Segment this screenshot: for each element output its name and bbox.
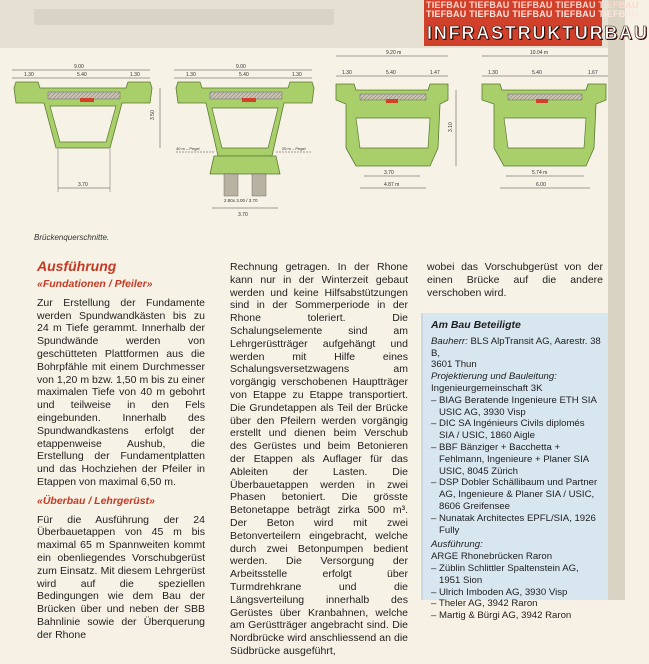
ausfuehrung-line: – Martig & Bürgi AG, 3942 Raron [431,610,572,622]
s2-void [212,108,278,148]
article-heading: Ausführung [37,258,117,274]
bridge-cross-sections [0,48,608,226]
s4-marker [536,99,548,103]
paragraph-ueberbau: Für die Ausführung der 24 Überbauetappen von 45 m bis maximal 65 m Spannweiten kommt ein obenliegendes Vorschubgerüst zum Einsatz. Mit diesem Lehrgerüst wird auf die speziellen Bedingungen wie dem Bau der Brücken über und neben der SBB Bahnlinie sowie der Überquerung der Rhone [37,513,205,641]
s3-height: 3.10 [448,122,454,132]
s1-marker [80,98,94,102]
bauherr-line-2: 3601 Thun [431,359,477,371]
s3-top-width: 9.20 m [386,50,402,56]
projekt-line: – BIAG Beratende Ingenieure ETH SIA USIC AG, 3930 Visp [431,394,597,418]
paragraph-fundationen: Zur Erstellung der Fundamente werden Spundwandkästen bis zu 24 m Tiefe gerammt. Innerhalb der Spundwände werden von geschütteten Plattformen aus die Bohrpfähle mit einem Durchmesser von 1,20 m bzw. 1,50 m bis zu einer maximalen Tiefe von 40 m gebohrt und teilweise in den Fels eingebunden. Innerhalb des Spundwandkastens erfolgt der etappenweise Aushub, die Erstellung der Fundamentplatten und das Hochziehen der Pfeiler in Etappen von maximal 6,50 m. [37,296,205,488]
s1-top-width: 9.00 [74,64,84,70]
s1-road [48,92,120,99]
projekt-line: – DSP Dobler Schällibaum und Partner AG, Ingenieure & Planer SIA / USIC, 8606 Greifensee [431,477,598,512]
s4-top-width: 10.04 m [530,50,549,56]
ausfuehrung-line: – Züblin Schlittler Spaltenstein AG, 1951 Sion [431,562,579,586]
s2-marker [242,98,256,102]
s1-void [50,106,116,142]
s1-part-3: 1.30 [130,72,140,78]
ausfuehrung-label: Ausführung: [431,539,483,551]
s2-road [210,92,282,99]
s3-void [356,118,430,148]
ausfuehrung-line: ARGE Rhonebrücken Raron [431,551,553,563]
s2-foundation [210,156,280,174]
s4-base-width: 6.00 [536,182,546,188]
s1-part-2: 5.40 [77,72,87,78]
figure-caption: Brückenquerschnitte. [34,233,110,242]
s2-pile-right [252,174,266,196]
page-edge [608,0,625,600]
s2-part-1: 1.30 [186,72,196,78]
s2-top-width: 9.00 [236,64,246,70]
s1-height: 3.50 [150,110,156,120]
bauherr-line-1: BLS AlpTransit AG, Aarestr. 38 B, [431,335,601,359]
bauherr-block [431,336,602,371]
s4-part-1: 1.30 [488,70,498,76]
s4-part-3: 1.67 [588,70,598,76]
subheading-fundationen: «Fundationen / Pfeiler» [37,278,153,290]
paragraph-continuation: Rechnung getragen. In der Rhone kann nur in der Winterzeit gebaut werden und keine Hilfsabstützungen sind in der Sommerperiode in der Rhone toleriert. Die Schalungselemente sind am Lehrgerüstträger aufgehängt und werden mit Hilfe eines Schalungsversetzwagens am vorgängig verschobenen Hauptträger von Etappe zu Etappe transportiert. Die Grundetappen als Teil der Brücke über den Pfeilern werden vorgängig erstellt und dienen beim Verschub des Gerüstes und beim Betonieren der Etappen als Auflager für das Ableiten der Lasten. Die Überbauetappen werden in zwei Phasen betoniert. Die grösste Betonetappe beträgt zirka 500 m³. Der Beton wird mit zwei Betonverteilern eingebracht, welche durch zwei Betonpumpen bedient werden. Die Versorgung der Arbeitsstelle erfolgt über Turmdrehkrane und die Längsverteilung innerhalb des Gerüstes über Kranbahnen, welche am Gerüstträger angebracht sind. Die Nordbrücke wird anschliessend an die Südbrücke ausgeführt, [230,261,408,657]
cross-section-4 [482,50,608,188]
s3-part-3: 1.47 [430,70,440,76]
projekt-label: Projektierung und Bauleitung: [431,371,557,383]
article-column-3 [427,261,603,305]
s1-bottom-width: 3.70 [78,182,88,188]
s4-void [504,118,586,148]
s2-part-3: 1.30 [292,72,302,78]
s3-bottom-width: 3.70 [384,170,394,176]
cross-section-2 [174,64,314,218]
logo-title: INFRASTRUKTURBAU [427,23,649,43]
projekt-line: Ingenieurgemeinschaft 3K [431,382,543,394]
s4-bottom-width: 5.74 m [532,170,548,176]
s2-base-label: 2.80x 3.00 / 3.70 [224,198,258,203]
s3-base-width: 4.87 m [384,182,400,188]
projekt-line: – DIC SA Ingénieurs Civils diplomés SIA / USIC, 1860 Aigle [431,418,585,442]
logo-row-1: TIEFBAU TIEFBAU TIEFBAU TIEFBAU TIEFBAU [426,0,639,10]
s1-part-1: 1.30 [24,72,34,78]
s2-water-right: 25 m – Pegel [282,146,306,151]
article-column-1 [37,258,205,648]
s3-part-1: 1.30 [342,70,352,76]
faded-heading-bar [34,9,334,25]
projekt-line: – Nunatak Architectes EPFL/SIA, 1926 Fully [431,512,596,536]
s2-part-2: 5.40 [239,72,249,78]
cross-section-1 [12,64,160,192]
cross-section-3 [336,50,456,188]
projekt-line: – BBF Bänziger + Bacchetta + Fehlmann, Ingenieure + Planer SIA USIC, 8045 Zürich [431,441,589,477]
s3-marker [386,99,398,103]
ausfuehrung-line: – Theler AG, 3942 Raron [431,598,538,610]
section-logo [424,0,649,46]
article-column-2 [230,261,408,664]
ausfuehrung-line: – Ulrich Imboden AG, 3930 Visp [431,586,568,598]
bauherr-label: Bauherr: [431,335,468,347]
participants-title: Am Bau Beteiligte [431,319,521,331]
s2-water-left: 40 m – Pegel [176,146,200,151]
s2-base-width: 3.70 [238,212,248,218]
logo-row-2: TIEFBAU TIEFBAU TIEFBAU TIEFBAU TIEFBAU [426,9,639,19]
paragraph-final: wobei das Vorschubgerüst von der einen Brücke auf die andere verschoben wird. [427,261,603,299]
s2-pile-left [224,174,238,196]
s4-part-2: 5.40 [532,70,542,76]
subheading-ueberbau: «Überbau / Lehrgerüst» [37,494,155,507]
participants-box [421,313,608,622]
s3-part-2: 5.40 [386,70,396,76]
